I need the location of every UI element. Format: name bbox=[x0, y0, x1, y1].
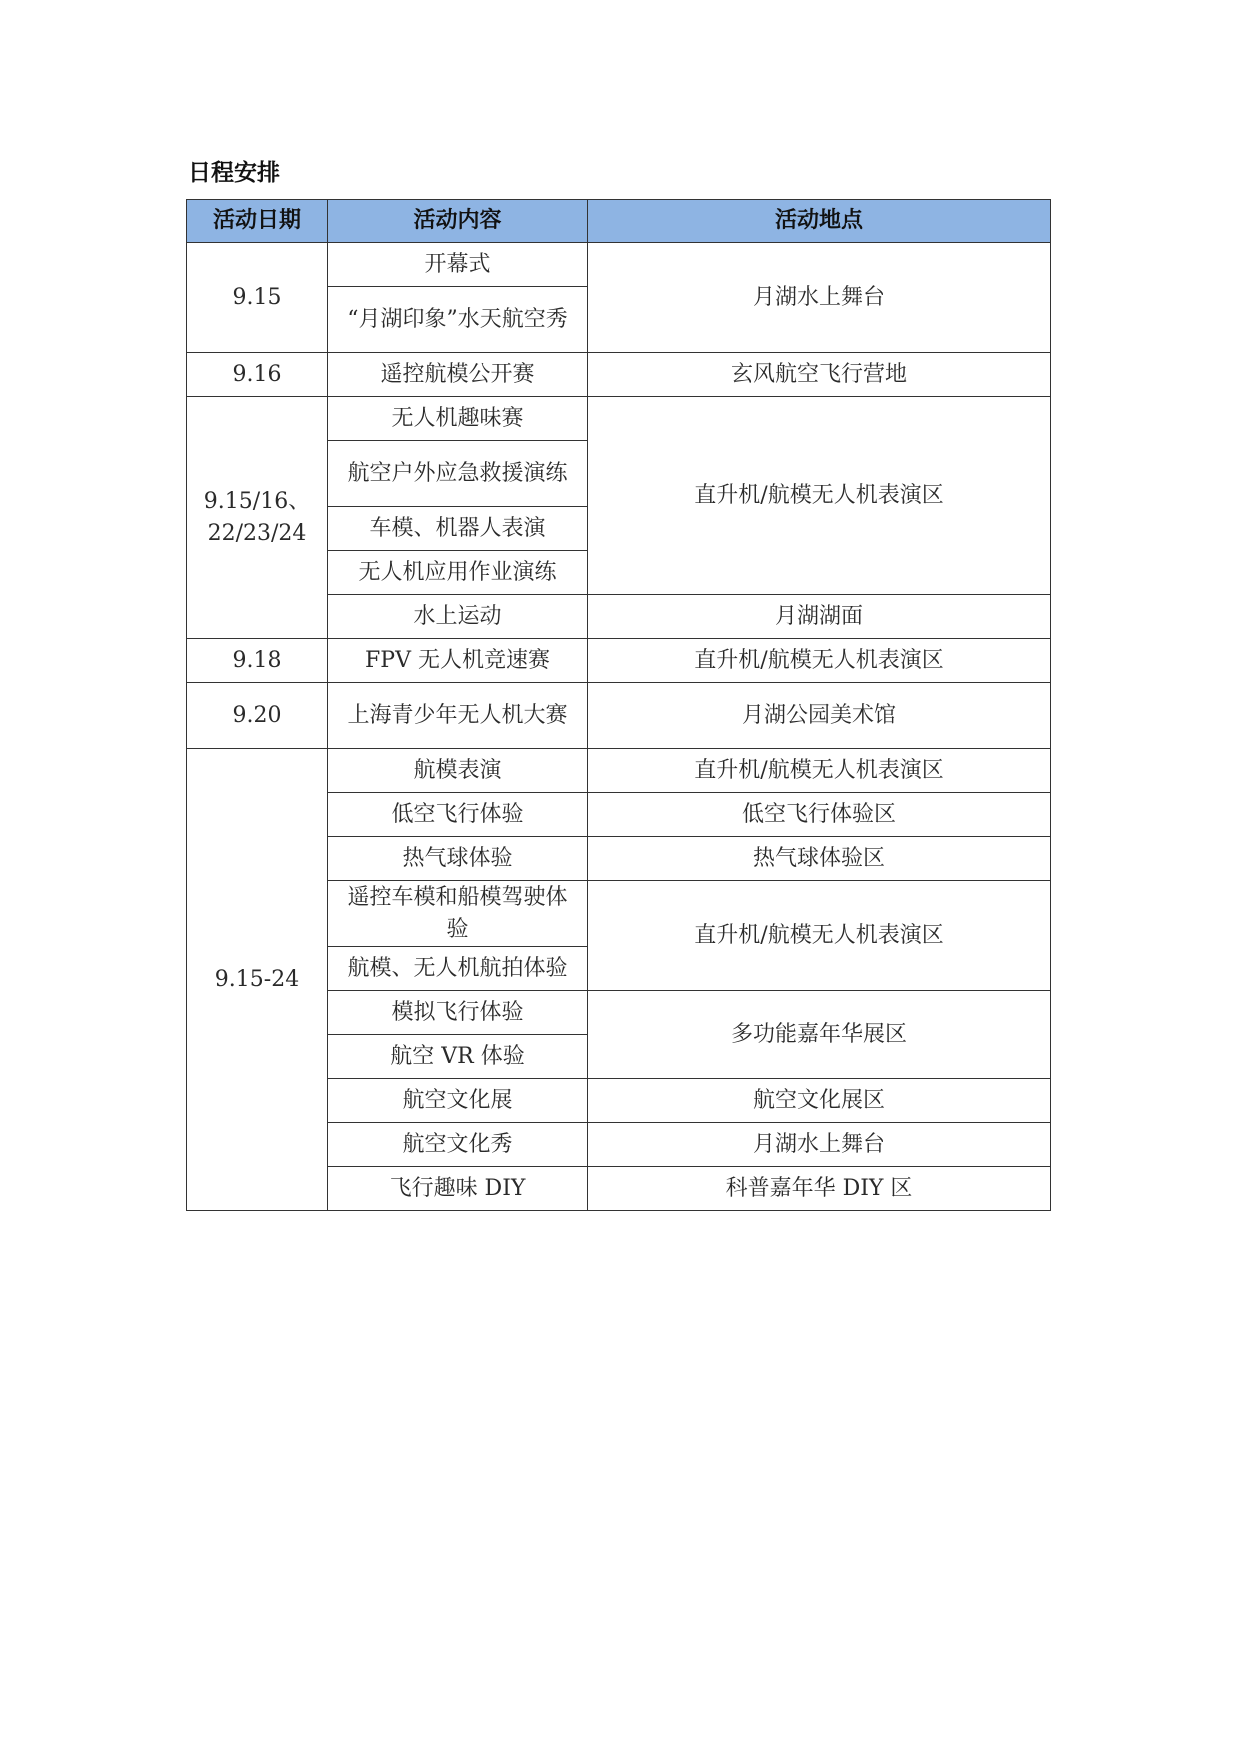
date-cell: 9.18 bbox=[187, 639, 328, 683]
date-cell: 9.16 bbox=[187, 353, 328, 397]
page-title: 日程安排 bbox=[188, 160, 280, 186]
table-row bbox=[187, 243, 1051, 287]
table-row bbox=[187, 749, 1051, 793]
location-cell: 月湖湖面 bbox=[588, 595, 1051, 639]
date-cell: 9.15/16、22/23/24 bbox=[187, 397, 328, 639]
schedule-table bbox=[186, 199, 1051, 1211]
content-cell: 航空户外应急救援演练 bbox=[328, 441, 588, 507]
content-cell: 模拟飞行体验 bbox=[328, 991, 588, 1035]
content-cell: 低空飞行体验 bbox=[328, 793, 588, 837]
location-cell: 玄风航空飞行营地 bbox=[588, 353, 1051, 397]
location-cell: 月湖水上舞台 bbox=[588, 1123, 1051, 1167]
content-cell: 车模、机器人表演 bbox=[328, 507, 588, 551]
header-date: 活动日期 bbox=[187, 200, 328, 243]
header-location: 活动地点 bbox=[588, 200, 1051, 243]
content-cell: 水上运动 bbox=[328, 595, 588, 639]
location-cell: 月湖公园美术馆 bbox=[588, 683, 1051, 749]
table-row bbox=[187, 397, 1051, 441]
content-cell: 航模、无人机航拍体验 bbox=[328, 947, 588, 991]
content-cell: 遥控车模和船模驾驶体验 bbox=[328, 881, 588, 947]
date-cell: 9.20 bbox=[187, 683, 328, 749]
location-cell: 直升机/航模无人机表演区 bbox=[588, 397, 1051, 595]
table-row bbox=[187, 639, 1051, 683]
table-row bbox=[187, 683, 1051, 749]
content-cell: 无人机应用作业演练 bbox=[328, 551, 588, 595]
content-cell: 航空 VR 体验 bbox=[328, 1035, 588, 1079]
content-cell: 热气球体验 bbox=[328, 837, 588, 881]
header-content: 活动内容 bbox=[328, 200, 588, 243]
content-cell: 航模表演 bbox=[328, 749, 588, 793]
content-cell: 飞行趣味 DIY bbox=[328, 1167, 588, 1211]
table-row bbox=[187, 353, 1051, 397]
location-cell: 直升机/航模无人机表演区 bbox=[588, 639, 1051, 683]
location-cell: 直升机/航模无人机表演区 bbox=[588, 749, 1051, 793]
content-cell: 航空文化展 bbox=[328, 1079, 588, 1123]
location-cell: 低空飞行体验区 bbox=[588, 793, 1051, 837]
date-cell: 9.15-24 bbox=[187, 749, 328, 1211]
content-cell: “月湖印象”水天航空秀 bbox=[328, 287, 588, 353]
content-cell: 开幕式 bbox=[328, 243, 588, 287]
content-cell: 上海青少年无人机大赛 bbox=[328, 683, 588, 749]
content-cell: 无人机趣味赛 bbox=[328, 397, 588, 441]
location-cell: 科普嘉年华 DIY 区 bbox=[588, 1167, 1051, 1211]
location-cell: 多功能嘉年华展区 bbox=[588, 991, 1051, 1079]
content-cell: 遥控航模公开赛 bbox=[328, 353, 588, 397]
location-cell: 航空文化展区 bbox=[588, 1079, 1051, 1123]
content-cell: 航空文化秀 bbox=[328, 1123, 588, 1167]
location-cell: 月湖水上舞台 bbox=[588, 243, 1051, 353]
location-cell: 热气球体验区 bbox=[588, 837, 1051, 881]
location-cell: 直升机/航模无人机表演区 bbox=[588, 881, 1051, 991]
table-header-row bbox=[187, 200, 1051, 243]
date-cell: 9.15 bbox=[187, 243, 328, 353]
content-cell: FPV 无人机竞速赛 bbox=[328, 639, 588, 683]
